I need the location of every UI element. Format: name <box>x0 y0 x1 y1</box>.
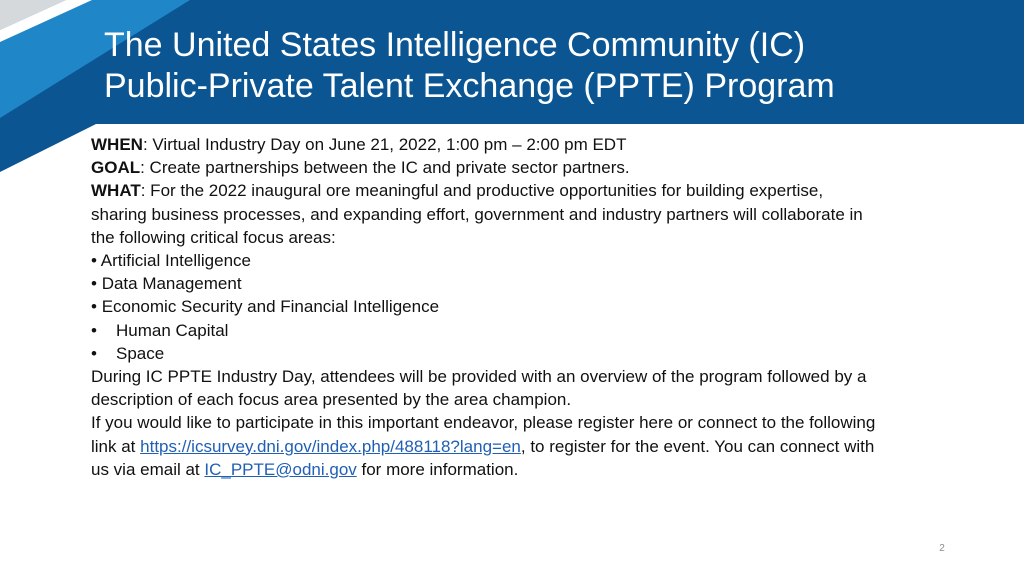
what-line-1 <box>91 179 991 202</box>
when-label: WHEN <box>91 135 143 154</box>
focus-area-item <box>91 249 991 272</box>
focus-area-item <box>91 342 991 365</box>
register-text: link at <box>91 436 141 456</box>
what-line-3: the following critical focus areas: <box>91 227 336 247</box>
focus-area-item <box>91 295 991 318</box>
focus-area-label: Space <box>116 343 165 363</box>
what-line-2: sharing business processes, and expanding effort, government and industry partners will collaborate in <box>91 204 863 224</box>
focus-area-label: Artificial Intelligence <box>100 251 251 271</box>
slide-title-line-2: Public-Private Talent Exchange (PPTE) Program <box>104 67 835 105</box>
overview-line-2: description of each focus area presented by the area champion. <box>91 390 572 410</box>
dark-blue-wedge <box>0 124 96 172</box>
bullet-icon: • <box>91 343 97 363</box>
bullet-icon: • <box>91 251 97 271</box>
page-number: 2 <box>939 543 945 554</box>
goal-text: : Create partnerships between the IC and private sector partners. <box>140 158 630 178</box>
focus-area-label: Economic Security and Financial Intelligence <box>101 297 440 317</box>
overview-line-1: During IC PPTE Industry Day, attendees will be provided with an overview of the program followed by a <box>91 367 867 387</box>
register-text: , to register for the event. You can connect with <box>520 436 875 456</box>
register-line-2 <box>91 435 991 458</box>
email-link[interactable]: IC_PPTE@odni.gov <box>204 459 357 479</box>
what-label: WHAT <box>91 181 141 201</box>
focus-area-item <box>91 319 991 342</box>
when-line <box>91 133 991 156</box>
bullet-icon: • <box>91 320 97 340</box>
register-line-3 <box>91 458 991 481</box>
goal-line <box>91 156 991 179</box>
slide-title <box>104 25 835 107</box>
focus-area-label: Human Capital <box>116 320 229 340</box>
focus-area-label: Data Management <box>101 274 242 294</box>
focus-area-item <box>91 272 991 295</box>
bullet-icon: • <box>91 274 97 294</box>
what-text-1: : For the 2022 inaugural ore meaningful and productive opportunities for building expertise, <box>140 181 824 201</box>
slide-title-line-1: The United States Intelligence Community (IC) <box>104 26 806 64</box>
register-text: us via email at <box>91 459 205 479</box>
survey-link[interactable]: https://icsurvey.dni.gov/index.php/488118?lang=en <box>140 436 521 456</box>
when-text: : Virtual Industry Day on June 21, 2022, 1:00 pm – 2:00 pm EDT <box>142 135 627 154</box>
bullet-icon: • <box>91 297 97 317</box>
goal-label: GOAL <box>91 158 141 178</box>
slide-body <box>91 133 991 481</box>
register-text: for more information. <box>356 459 519 479</box>
register-line-1: If you would like to participate in this important endeavor, please register here or connect to the following <box>91 413 876 433</box>
